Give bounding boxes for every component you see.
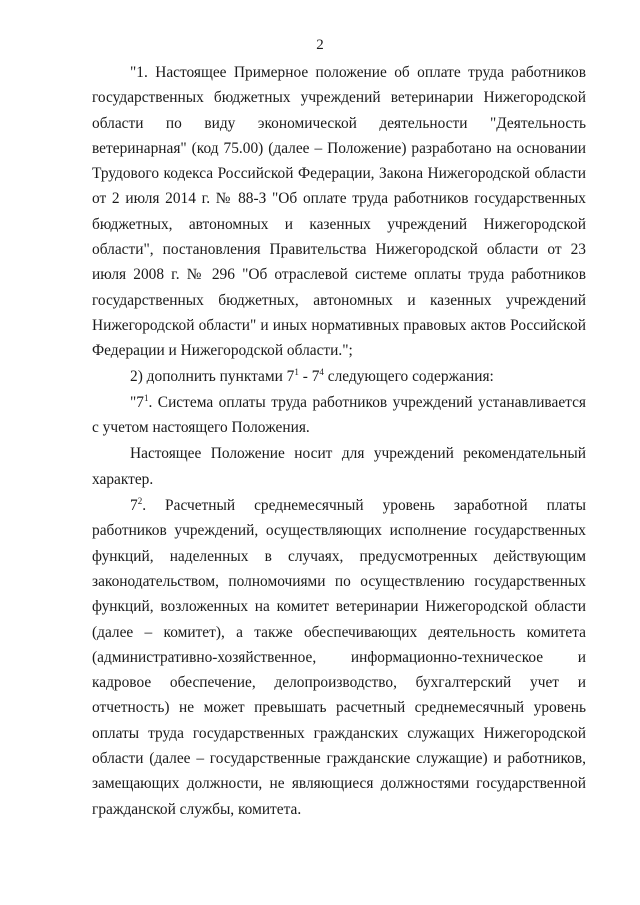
clause-7-2-number: 7 [130,497,138,515]
page-number: 2 [316,37,324,53]
superscript-1: 1 [294,366,299,377]
paragraph-clause-7-2 [92,493,586,822]
paragraph-amendment-intro [92,364,586,389]
paragraph-recommendation: Настоящее Положение носит для учреждений рекомендательный характер. [92,445,586,488]
clause-7-2-text: . Расчетный среднемесячный уровень заработной платы работников учреждений, осуществляющих исполнение государственных функций, наделенных в случаях, предусмотренных действующим законодательством, полномочиями по осуществлению государственных функций, возложенных на комитет ветеринарии Нижегородской области (далее – комитет), а также обеспечивающих деятельность комитета (административно-хозяйственное, информационно-техническое и кадровое обеспечение, делопроизводство, бухгалтерский учет и отчетность) не может превышать расчетный среднемесячный уровень оплаты труда государственных гражданских служащих Нижегородской области (далее – государственные гражданские служащие) и работников, замещающих должности, не являющиеся должностями государственной гражданской службы, комитета. [92,497,586,818]
clause-7-1-text: . Система оплаты труда работников учреждений устанавливается с учетом настоящего Положения. [92,393,586,437]
superscript-4: 4 [319,366,324,377]
paragraph-clause-7-1 [92,390,586,441]
clause-7-1-number: "7 [130,393,144,411]
document-body [92,60,586,822]
amendment-intro-text-a: 2) дополнить пунктами 7 [130,367,295,385]
clause-7-1-superscript: 1 [143,392,149,403]
amendment-intro-text-b: - 7 [298,367,320,385]
amendment-intro-text-c: следующего содержания: [323,367,494,385]
paragraph-clause-1: "1. Настоящее Примерное положение об оплате труда работников государственных бюджетных учреждений ветеринарии Нижегородской области по виду экономической деятельности "Деятельность ветеринарная" (код 75.00) (далее – Положение) разработано на основании Трудового кодекса Российской Федерации, Закона Нижегородской области от 2 июля 2014 г. № 88-З "Об оплате труда работников государственных бюджетных, автономных и казенных учреждений Нижегородской области", постановления Правительства Нижегородской области от 23 июля 2008 г. № 296 "Об отраслевой системе оплаты труда работников государственных бюджетных, автономных и казенных учреждений Нижегородской области" и иных нормативных правовых актов Российской Федерации и Нижегородской области."; [92,64,586,360]
clause-7-2-superscript: 2 [137,495,143,506]
